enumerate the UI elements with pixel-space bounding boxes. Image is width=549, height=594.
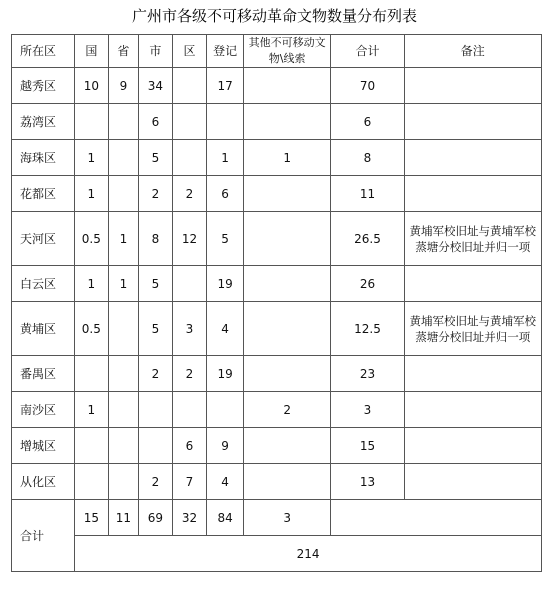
provincial-cell xyxy=(108,356,139,392)
table-row xyxy=(12,428,542,464)
other-cell: 2 xyxy=(243,392,330,428)
relics-table xyxy=(11,34,542,572)
summary-label: 合计 xyxy=(12,500,75,572)
total-cell: 6 xyxy=(331,104,404,140)
provincial-cell xyxy=(108,176,139,212)
header-other: 其他不可移动文物\线索 xyxy=(243,35,330,68)
provincial-cell xyxy=(108,428,139,464)
other-cell xyxy=(243,302,330,356)
note-cell xyxy=(404,464,541,500)
district-level-cell: 12 xyxy=(172,212,207,266)
total-cell: 11 xyxy=(331,176,404,212)
city-cell: 2 xyxy=(139,464,173,500)
summary-national-cell: 15 xyxy=(75,500,109,536)
header-city: 市 xyxy=(139,35,173,68)
district-cell: 海珠区 xyxy=(12,140,75,176)
registered-cell: 9 xyxy=(207,428,244,464)
registered-cell: 5 xyxy=(207,212,244,266)
summary-city-cell: 69 xyxy=(139,500,173,536)
header-total: 合计 xyxy=(331,35,404,68)
total-cell: 26.5 xyxy=(331,212,404,266)
city-cell: 5 xyxy=(139,140,173,176)
note-cell xyxy=(404,104,541,140)
district-cell: 番禺区 xyxy=(12,356,75,392)
total-cell: 26 xyxy=(331,266,404,302)
district-cell: 白云区 xyxy=(12,266,75,302)
table-row xyxy=(12,392,542,428)
city-cell xyxy=(139,392,173,428)
city-cell: 6 xyxy=(139,104,173,140)
other-cell xyxy=(243,266,330,302)
district-cell: 越秀区 xyxy=(12,68,75,104)
total-cell: 70 xyxy=(331,68,404,104)
note-cell xyxy=(404,266,541,302)
national-cell xyxy=(75,356,109,392)
table-row xyxy=(12,104,542,140)
national-cell xyxy=(75,104,109,140)
registered-cell: 19 xyxy=(207,356,244,392)
district-cell: 增城区 xyxy=(12,428,75,464)
provincial-cell xyxy=(108,392,139,428)
national-cell xyxy=(75,464,109,500)
total-cell: 3 xyxy=(331,392,404,428)
registered-cell xyxy=(207,392,244,428)
registered-cell: 1 xyxy=(207,140,244,176)
summary-provincial-cell: 11 xyxy=(108,500,139,536)
header-row xyxy=(12,35,542,68)
district-level-cell xyxy=(172,392,207,428)
header-provincial: 省 xyxy=(108,35,139,68)
national-cell: 10 xyxy=(75,68,109,104)
district-level-cell: 7 xyxy=(172,464,207,500)
district-cell: 从化区 xyxy=(12,464,75,500)
national-cell: 0.5 xyxy=(75,302,109,356)
total-cell: 8 xyxy=(331,140,404,176)
note-cell: 黄埔军校旧址与黄埔军校蒸塘分校旧址并归一项 xyxy=(404,302,541,356)
city-cell: 2 xyxy=(139,356,173,392)
other-cell xyxy=(243,356,330,392)
other-cell xyxy=(243,464,330,500)
registered-cell: 4 xyxy=(207,464,244,500)
table-row xyxy=(12,464,542,500)
national-cell: 1 xyxy=(75,266,109,302)
national-cell: 1 xyxy=(75,176,109,212)
city-cell: 5 xyxy=(139,302,173,356)
district-level-cell: 6 xyxy=(172,428,207,464)
note-cell xyxy=(404,356,541,392)
grand-total-row xyxy=(12,536,542,572)
total-cell: 23 xyxy=(331,356,404,392)
provincial-cell xyxy=(108,104,139,140)
table-row xyxy=(12,302,542,356)
district-cell: 黄埔区 xyxy=(12,302,75,356)
district-level-cell: 2 xyxy=(172,356,207,392)
provincial-cell xyxy=(108,302,139,356)
national-cell: 1 xyxy=(75,140,109,176)
header-registered: 登记 xyxy=(207,35,244,68)
registered-cell: 6 xyxy=(207,176,244,212)
city-cell xyxy=(139,428,173,464)
provincial-cell xyxy=(108,464,139,500)
city-cell: 5 xyxy=(139,266,173,302)
table-row xyxy=(12,212,542,266)
table-row xyxy=(12,176,542,212)
national-cell: 0.5 xyxy=(75,212,109,266)
table-row xyxy=(12,140,542,176)
city-cell: 34 xyxy=(139,68,173,104)
district-cell: 天河区 xyxy=(12,212,75,266)
registered-cell xyxy=(207,104,244,140)
summary-registered-cell: 84 xyxy=(207,500,244,536)
district-level-cell xyxy=(172,68,207,104)
note-cell: 黄埔军校旧址与黄埔军校蒸塘分校旧址并归一项 xyxy=(404,212,541,266)
summary-other-cell: 3 xyxy=(243,500,330,536)
header-national: 国 xyxy=(75,35,109,68)
other-cell xyxy=(243,176,330,212)
district-cell: 荔湾区 xyxy=(12,104,75,140)
other-cell xyxy=(243,212,330,266)
district-level-cell xyxy=(172,266,207,302)
note-cell xyxy=(404,428,541,464)
grand-total-cell: 214 xyxy=(75,536,542,572)
registered-cell: 4 xyxy=(207,302,244,356)
other-cell xyxy=(243,104,330,140)
other-cell xyxy=(243,428,330,464)
national-cell: 1 xyxy=(75,392,109,428)
summary-blank-cell xyxy=(331,500,542,536)
provincial-cell: 1 xyxy=(108,266,139,302)
header-district: 所在区 xyxy=(12,35,75,68)
note-cell xyxy=(404,176,541,212)
table-row xyxy=(12,356,542,392)
district-level-cell xyxy=(172,104,207,140)
summary-district-level-cell: 32 xyxy=(172,500,207,536)
district-level-cell: 2 xyxy=(172,176,207,212)
total-cell: 15 xyxy=(331,428,404,464)
note-cell xyxy=(404,68,541,104)
city-cell: 2 xyxy=(139,176,173,212)
header-district-level: 区 xyxy=(172,35,207,68)
provincial-cell xyxy=(108,140,139,176)
district-level-cell: 3 xyxy=(172,302,207,356)
note-cell xyxy=(404,140,541,176)
summary-row xyxy=(12,500,542,536)
page-title: 广州市各级不可移动革命文物数量分布列表 xyxy=(131,7,417,25)
district-cell: 花都区 xyxy=(12,176,75,212)
total-cell: 12.5 xyxy=(331,302,404,356)
district-level-cell xyxy=(172,140,207,176)
registered-cell: 17 xyxy=(207,68,244,104)
total-cell: 13 xyxy=(331,464,404,500)
table-row xyxy=(12,68,542,104)
registered-cell: 19 xyxy=(207,266,244,302)
national-cell xyxy=(75,428,109,464)
provincial-cell: 1 xyxy=(108,212,139,266)
provincial-cell: 9 xyxy=(108,68,139,104)
header-note: 备注 xyxy=(404,35,541,68)
other-cell xyxy=(243,68,330,104)
district-cell: 南沙区 xyxy=(12,392,75,428)
city-cell: 8 xyxy=(139,212,173,266)
other-cell: 1 xyxy=(243,140,330,176)
table-row xyxy=(12,266,542,302)
note-cell xyxy=(404,392,541,428)
